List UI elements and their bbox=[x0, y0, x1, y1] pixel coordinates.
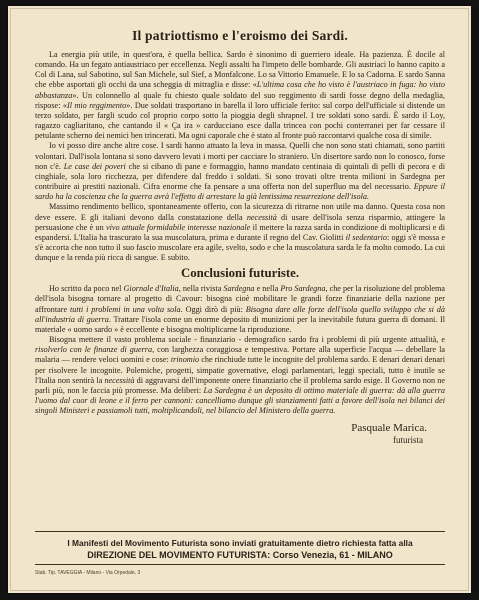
author-role: futurista bbox=[393, 435, 423, 446]
manifesto-page bbox=[8, 6, 471, 593]
paragraph: La energia più utile, in quest'ora, è quella bellica. Sardo è sinonimo di guerriero ideale. Ha pazienza. È docile al comando. Ha un fegato antiaustriaco per eccellenza. Negli assalti ha l'impeto delle bombarde. Gli austriaci lo hanno capito a Col di Lana, sul Sabotino, sul San Michele, sul Sief, a Monfalcone. Lo sa Vittorio Emanuele. E lo sa Cadorna. E sardo Sanna che ebbe asportati gli occhi da una scheggia di mitraglia e disse: «L'ultima cosa che ho visto è l'austriaco in fuga: ho visto abbastanza». Un colonnello al quale fu chiesto quale soldato del suo reggimento di sardi fosse degno della medaglia, rispose: «Il mio reggimento». Due soldati trasportano in barella il loro ufficiale ferito: sul corpo dell'ufficiale si distende un terzo soldato, per fargli scudo col proprio corpo sotto la pioggia degli shrapnel. I tre soldati sono sardi. È sardo il Loy, ragazzo cagliaritano, che cantando il « Ça ira » carducciano esce dalla trincea con pochi conterranei per far cessare il petulante scherno dei nemici ben trincerati. Ma ogni caporale che è stato al fronte può raccontarvi qualche cosa di simile. bbox=[35, 50, 445, 141]
footer-divider-bottom bbox=[35, 564, 445, 565]
signature bbox=[35, 422, 445, 446]
article-body bbox=[35, 28, 445, 446]
article-title: Il patriottismo e l'eroismo dei Sardi. bbox=[132, 28, 348, 43]
author-name: Pasquale Marica. bbox=[351, 422, 427, 435]
footer-divider bbox=[35, 531, 445, 532]
paragraph: Massimo rendimento bellico, spontaneamente offerto, con la sicurezza di ritrarne non utile ma danno. Questa cosa non deve essere. E gli italiani devono dalla constatazione della necessità di usare dell'isola senza risparmio, attingere la persuasione che è un vivo attuale formidabile interesse nazionale il mettere la razza sarda in condizione di moltiplicarsi e di espandersi. L'Italia ha trascurato la sua muscolatura, prima e durante il regno del Cav. Giolitti il sedentario: oggi s'è mossa e s'è accorta che non tutto il suo fascio muscolare era agile, svelto, sodo e che la muscolatura sarda le fa molto comodo. La cui dunque e la renda più ricca di sangue. E subito. bbox=[35, 202, 446, 263]
notice-line-1: I Manifesti del Movimento Futurista sono inviati gratuitamente dietro richiesta fatta alla bbox=[67, 538, 413, 548]
paragraph: Bisogna mettere il vasto problema sociale - finanziario - demografico sardo fra i problemi di più urgente attualità, e risolverlo con le finanze di guerra, con larghezza coraggiosa e tempestiva. Portare alla superficie l'acqua — debellare la malaria — rendere veloci uomini e cose: trinomio che rinchiude tutte le incognite del problema sardo. E denari denari denari per risolvere le incognite. Polemiche, progetti, simpatie governative, elogi parlamentari, leggi speciali, tutto è inutile se l'Italia non sentirà la necessità di aggravarsi dell'imponente onere finanziario che il problema sardo esige. Il Governo non ne parli più, non le faccia più promesse. Ma deliberi: La Sardegna è un deposito di ottimo materiale di guerra: dà alla guerra l'uomo dal cuor di leone e il ferro per cannoni: cancelliamo dunque gli stanziamenti fatti a favore dell'isola nei bilanci dei singoli Ministeri e passiamoli tutti, moltiplicandoli, nel bilancio del Ministero della guerra. bbox=[35, 335, 445, 416]
footer-notice bbox=[35, 537, 445, 561]
section-heading: Conclusioni futuriste. bbox=[180, 266, 300, 281]
paragraph: Ho scritto da poco nel Giornale d'Italia, nella rivista Sardegna e nella Pro Sardegna, che per la risoluzione del problema dell'isola bisogna tornare al progetto di Cavour: bisogna cioè mobilitare le grandi forze finanziarie della nazione per affrontare tutti i problemi in una volta sola. Oggi dirò di più: Bisogna dare alle forze dell'isola quello sviluppo che si dà all'industria di guerra. Trattare l'isola come un enorme deposito di munizioni per la inevitabile futura guerra di domani. Il materiale « uomo sardo » è eccellente e bisogna moltiplicarne la riproduzione. bbox=[35, 284, 446, 334]
paragraph: Io vi posso dire anche altre cose. I sardi hanno attuato la leva in massa. Quelli che non sono stati chiamati, sono partiti volontari. Dall'isola lontana si sono davvero levati i morti per cacciare lo straniero. Un disertore sardo non lo conosco, forse non c'è. Le case dei poveri che si cibano di pane e formaggio, hanno mandato centinaia di quintali di pelli di pecora e di cinghiale, sola loro ricchezza, per difendere dal freddo i soldati. Si sono trovati oltre trenta milioni in Sardegna per contribuire ai prestiti nazionali. Cifra enorme che fa pensare a una offerta non del superfluo ma del necessario. Eppure il sardo ha la coscienza che la guerra avrà l'effetto di arrestare la già lentissima resurrezione dell'isola. bbox=[35, 141, 445, 202]
notice-line-2: DIREZIONE DEL MOVIMENTO FUTURISTA: Corso Venezia, 61 - MILANO bbox=[87, 550, 393, 560]
printer-credit: Stab. Tip. TAVEGGIA - Milano - Via Orpedale, 3 bbox=[35, 570, 141, 576]
